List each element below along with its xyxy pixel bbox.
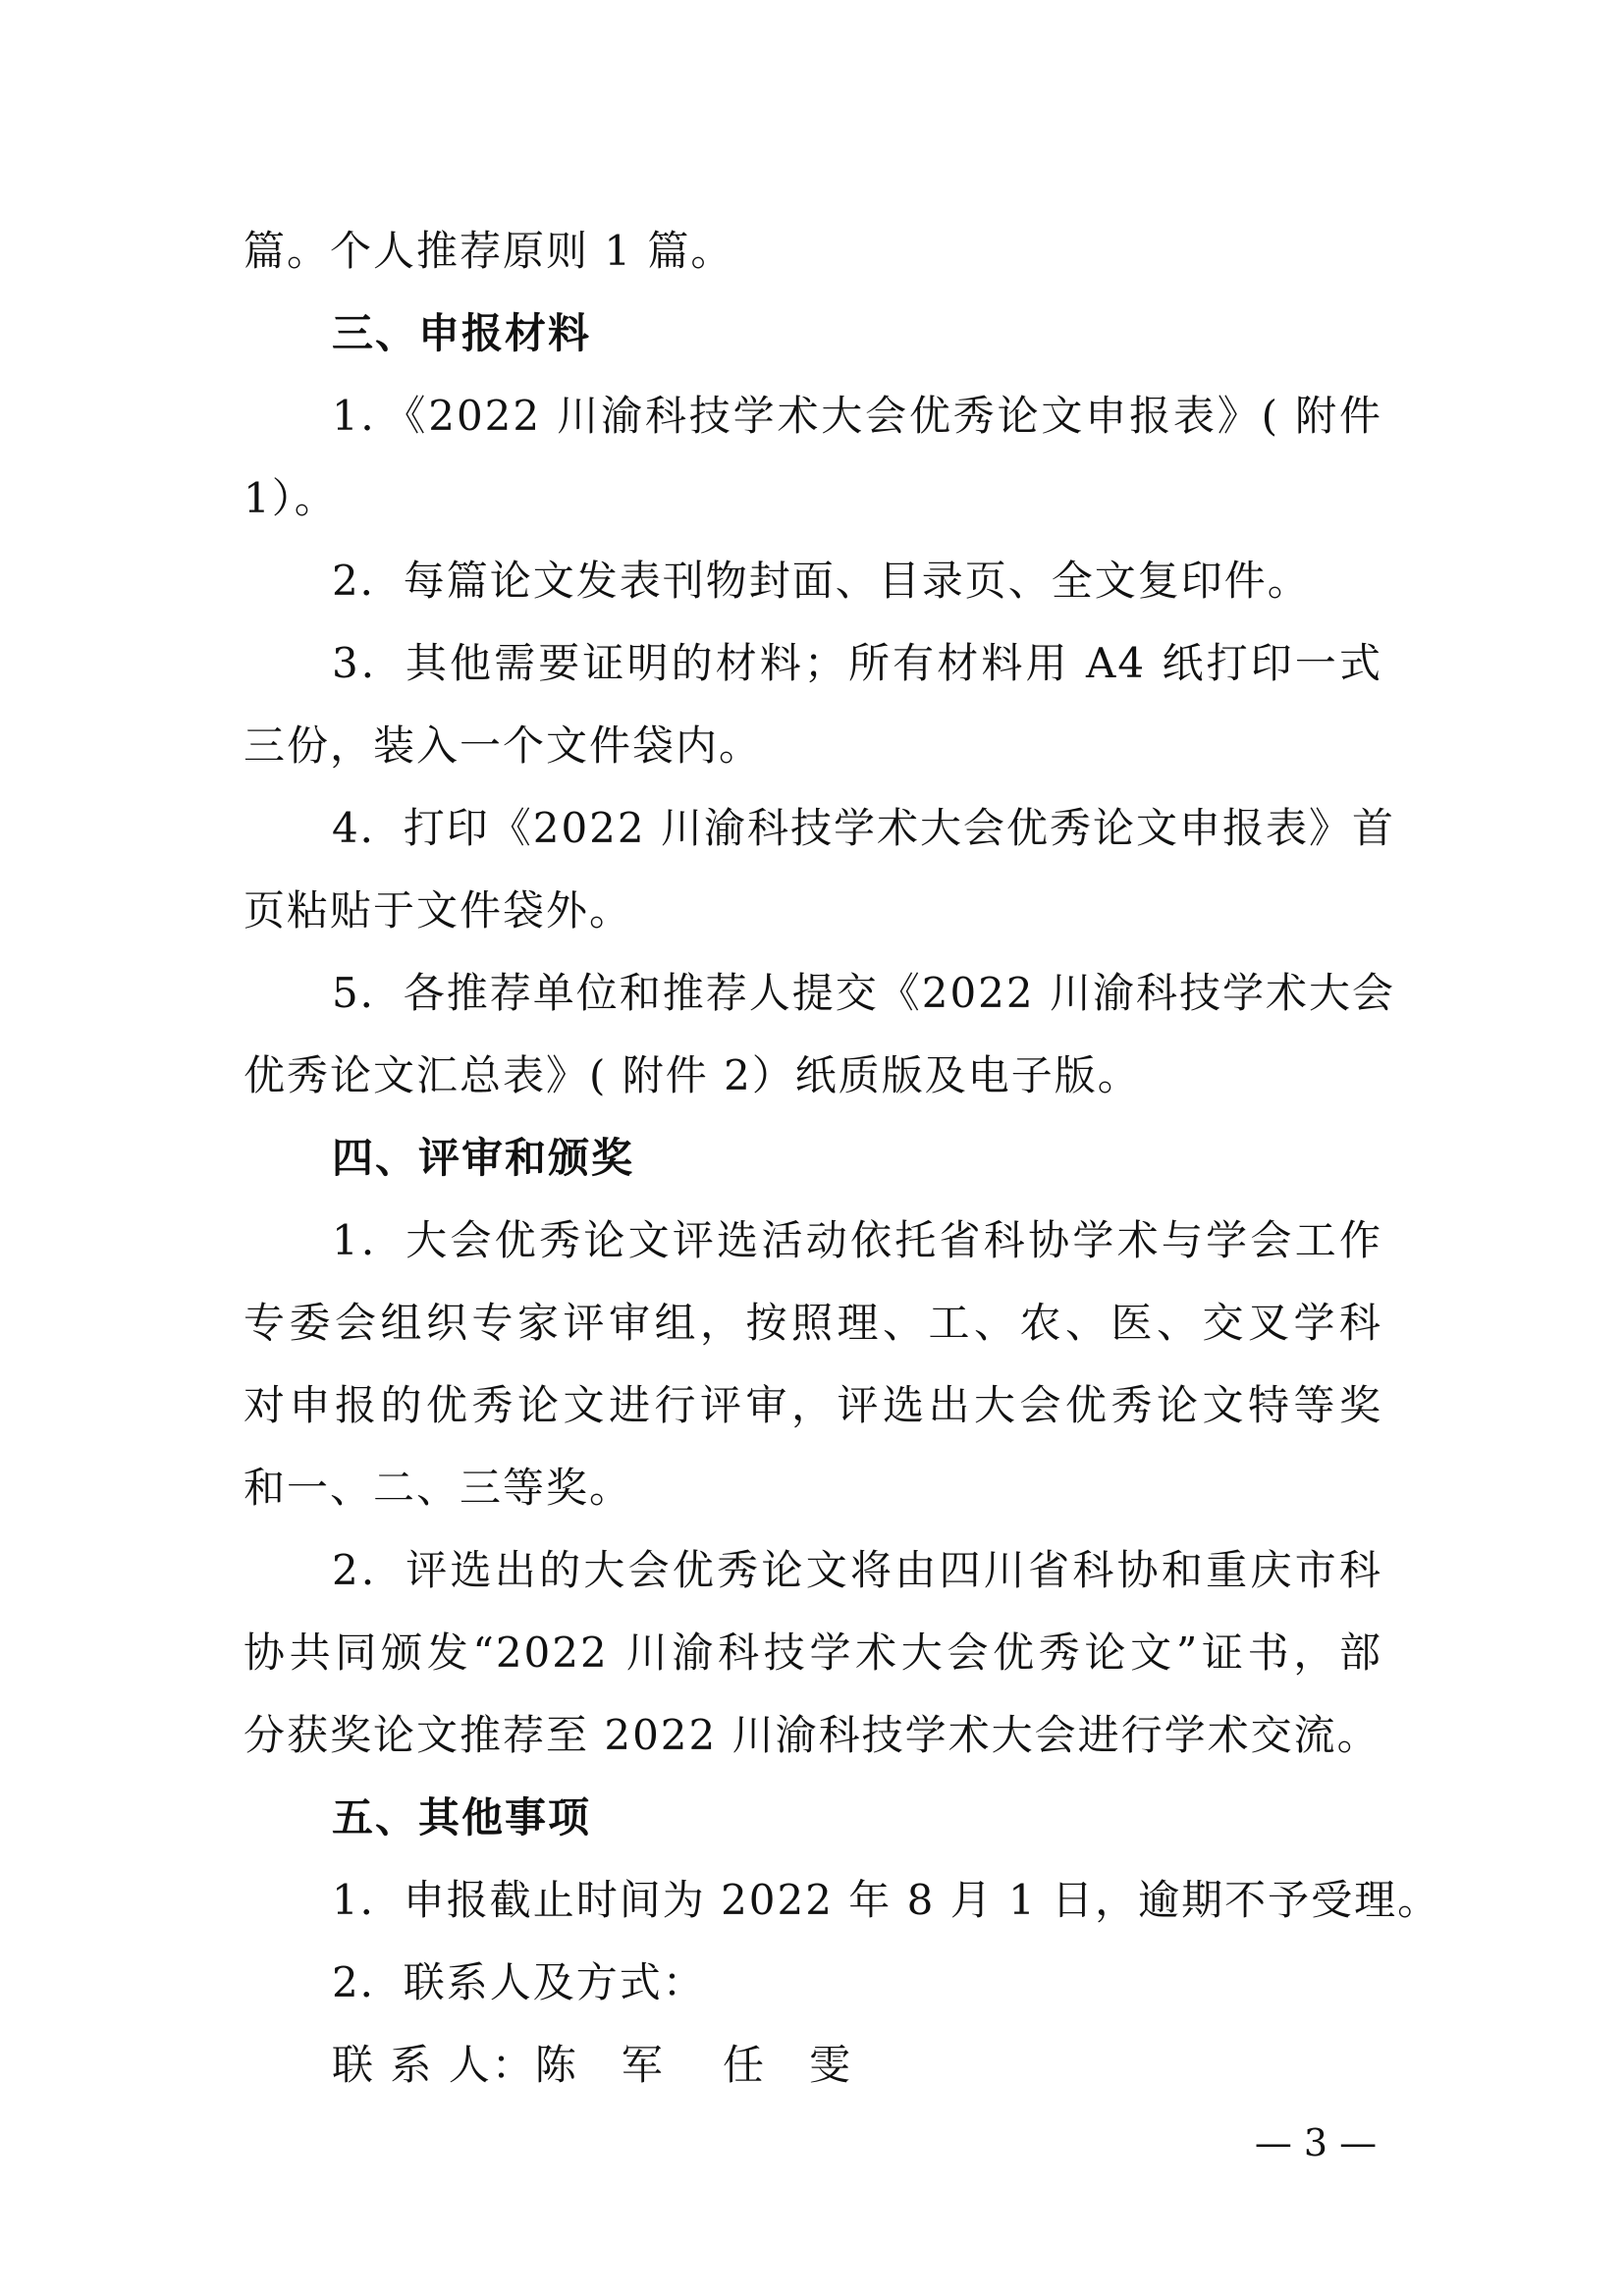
review-item-1: 1．大会优秀论文评选活动依托省科协学术与学会工作 — [332, 1216, 1382, 1264]
section-heading-other: 五、其他事项 — [332, 1793, 592, 1842]
section-heading-materials: 三、申报材料 — [332, 309, 592, 357]
review-item-1-line-2: 专委会组织专家评审组，按照理、工、农、医、交叉学科 — [244, 1299, 1382, 1347]
review-item-2-line-3: 分获奖论文推荐至 2022 川渝科技学术大会进行学术交流。 — [244, 1711, 1380, 1759]
page-number: — 3 — — [1254, 2121, 1378, 2164]
materials-item-1: 1．《2022 川渝科技学术大会优秀论文申报表》( 附件 — [332, 392, 1382, 440]
other-item-2: 2．联系人及方式： — [332, 1958, 706, 2006]
review-item-1-line-4: 和一、二、三等奖。 — [244, 1464, 633, 1512]
materials-item-3-continued: 三份，装入一个文件袋内。 — [244, 721, 763, 770]
section-heading-review: 四、评审和颁奖 — [332, 1134, 635, 1182]
materials-item-2: 2．每篇论文发表刊物封面、目录页、全文复印件。 — [332, 557, 1311, 605]
materials-item-1-continued: 1）。 — [244, 474, 338, 522]
review-item-2-line-2: 协共同颁发“2022 川渝科技学术大会优秀论文”证书，部 — [244, 1629, 1382, 1677]
review-item-2: 2．评选出的大会优秀论文将由四川省科协和重庆市科 — [332, 1546, 1382, 1594]
materials-item-5: 5．各推荐单位和推荐人提交《2022 川渝科技学术大会 — [332, 969, 1395, 1017]
paragraph-continuation: 篇。个人推荐原则 1 篇。 — [244, 227, 734, 275]
contact-persons: 联 系 人：陈 军 任 雯 — [332, 2041, 853, 2089]
materials-item-5-continued: 优秀论文汇总表》( 附件 2）纸质版及电子版。 — [244, 1051, 1141, 1099]
materials-item-4: 4．打印《2022 川渝科技学术大会优秀论文申报表》首 — [332, 804, 1395, 852]
materials-item-3: 3．其他需要证明的材料；所有材料用 A4 纸打印一式 — [332, 639, 1382, 687]
materials-item-4-continued: 页粘贴于文件袋外。 — [244, 886, 633, 934]
other-item-1: 1．申报截止时间为 2022 年 8 月 1 日，逾期不予受理。 — [332, 1876, 1441, 1924]
review-item-1-line-3: 对申报的优秀论文进行评审，评选出大会优秀论文特等奖 — [244, 1381, 1382, 1429]
